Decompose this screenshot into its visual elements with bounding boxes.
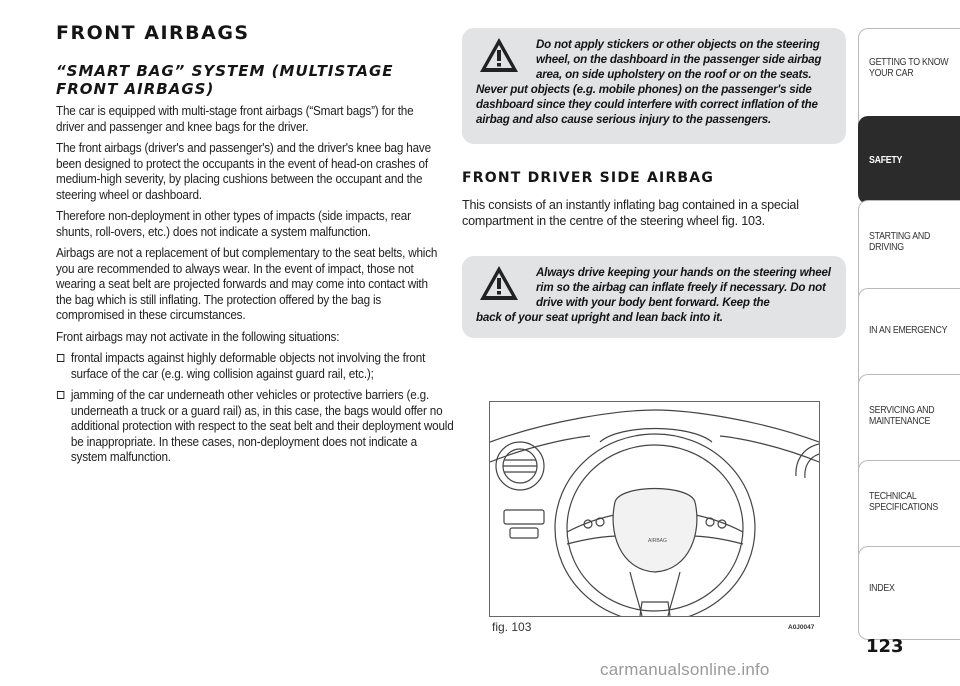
steering-wheel-illustration [490,402,819,616]
paragraph: The front airbags (driver's and passenger's) and the driver's knee bag have been designed to protect the occupants in the event of head-on crashes of medium-high severity, by placing cushions between the occupant and the steering wheel or dashboard. [56,141,431,202]
warning-body-text: back of your seat upright and lean back into it. [476,311,723,324]
checkbox-bullet-icon [57,354,64,362]
bullet-item [56,388,456,466]
paragraph: Airbags are not a replacement of but complementary to the seat belts, which you are recommended to always wear. In the event of impact, those not wearing a seat belt are projected forwards and may come into contact with the bag which is still inflating. The protection offered by the bag is compromised in these circumstances. [56,246,438,322]
tab-label: TECHNICAL SPECIFICATIONS [869,491,938,513]
page-number: 123 [866,636,904,657]
airbag-label: AIRBAG [648,538,667,544]
figure-code: A0J0047 [788,624,815,631]
warning-triangle-icon [478,36,520,74]
bullet-item [56,351,456,382]
tab-index[interactable] [858,546,960,640]
page-title: FRONT AIRBAGS [56,22,250,44]
steering-wheel-figure [489,401,820,617]
paragraph: The car is equipped with multi-stage front airbags (“Smart bags”) for the driver and passenger and knee bags for the driver. [56,104,414,134]
checkbox-bullet-icon [57,391,64,399]
warning-box [462,28,846,144]
tab-label: SERVICING AND MAINTENANCE [869,405,935,427]
tab-label: STARTING AND DRIVING [869,231,931,253]
tab-safety[interactable] [858,116,960,204]
warning-lead-text: Do not apply stickers or other objects on the steering wheel, on the dashboard in the passenger side airbag area, on side upholstery on the roof or on the seats. [536,38,822,81]
warning-body-text: Never put objects (e.g. mobile phones) on the passenger's side dashboard since they could interfere with correct inflation of the airbag and also cause serious injury to the passengers. [476,83,818,126]
warning-triangle-icon [478,264,520,302]
figure-caption: fig. 103 [492,620,532,634]
left-column [56,22,454,472]
tab-label: IN AN EMERGENCY [869,325,948,336]
warning-text [476,265,834,325]
bullet-text: frontal impacts against highly deformable objects not involving the front surface of the car (e.g. wing collision against guard rail, etc.); [70,351,426,381]
tab-label: INDEX [869,583,895,594]
section-subtitle: “SMART BAG” SYSTEM (MULTISTAGE FRONT AIRBAGS) [56,62,394,98]
tab-label: SAFETY [869,155,903,166]
warning-lead-text: Always drive keeping your hands on the steering wheel rim so the airbag can inflate freely if necessary. Do not drive with your body bent forward. Keep the [536,266,831,309]
warning-box [462,256,846,338]
warning-text [476,37,834,127]
watermark: carmanualsonline.info [600,660,770,679]
paragraph: Front airbags may not activate in the following situations: [56,329,340,344]
bullet-text: jamming of the car underneath other vehicles or protective barriers (e.g. underneath a truck or a guard rail) as, in this case, the bags would offer no additional protection with respect to the seat belt and their deployment would be inappropriate. In these cases, non-deployment does not indicate a system malfunction. [70,388,454,464]
paragraph: Therefore non-deployment in other types of impacts (side impacts, rear shunts, roll-overs, etc.) does not indicate a system malfunction. [56,209,411,239]
section-heading: FRONT DRIVER SIDE AIRBAG [462,170,715,186]
section-paragraph: This consists of an instantly inflating bag contained in a special compartment in the centre of the steering wheel fig. 103. [462,198,799,228]
tab-label: GETTING TO KNOW YOUR CAR [869,57,949,79]
